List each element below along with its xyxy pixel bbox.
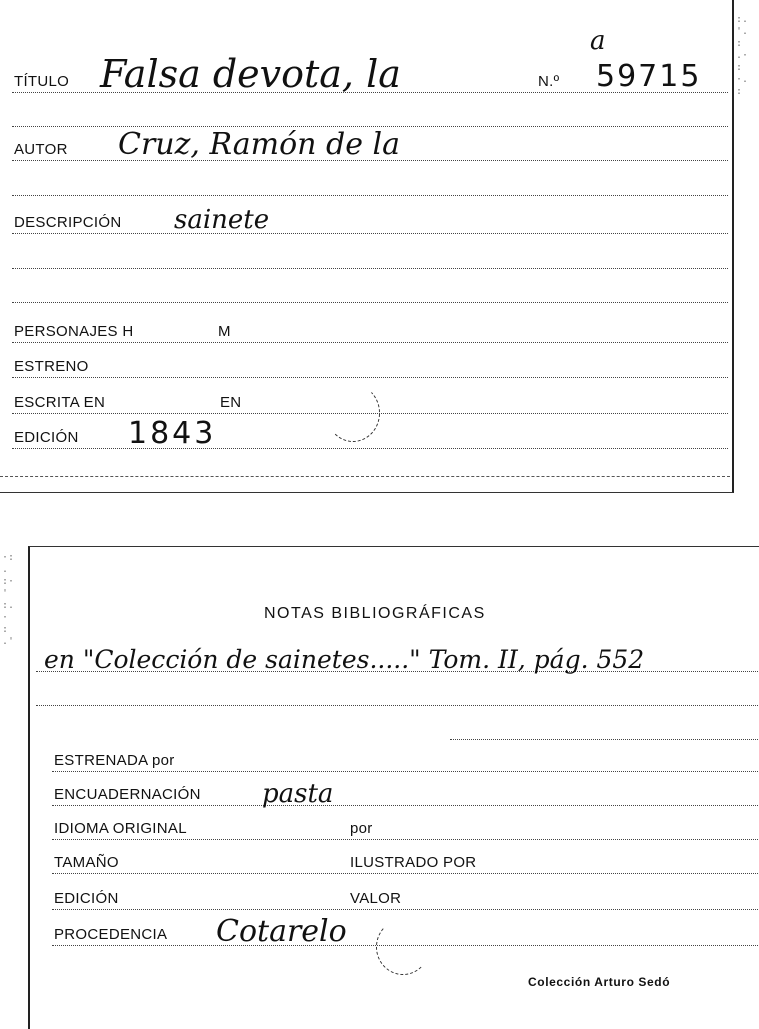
- autor-label: AUTOR: [14, 141, 68, 158]
- idioma-por-label: por: [350, 820, 373, 837]
- edicion-value: 1843: [128, 416, 217, 451]
- autor-value: Cruz, Ramón de la: [118, 127, 400, 162]
- numero-value: 59715: [596, 59, 702, 94]
- procedencia-value: Cotarelo: [216, 914, 347, 949]
- encuadernacion-row: [52, 777, 758, 809]
- blank-line: [36, 677, 758, 706]
- procedencia-label: PROCEDENCIA: [54, 926, 168, 943]
- estrenada-label: ESTRENADA por: [54, 752, 175, 769]
- scan-noise: ·: . :· ' :. · : .': [2, 552, 15, 647]
- titulo-label: TÍTULO: [14, 73, 70, 90]
- notas-row: [36, 643, 758, 672]
- encuadernacion-value: pasta: [262, 779, 334, 809]
- ilustrado-label: ILUSTRADO POR: [350, 854, 477, 871]
- blank-line: [12, 98, 728, 127]
- card-edge-line: [0, 476, 730, 479]
- estreno-row: [12, 349, 728, 378]
- escrita-en-label: EN: [220, 394, 242, 411]
- personajes-row: [12, 314, 728, 343]
- numero-superscript: a: [590, 26, 606, 56]
- catalog-card-back: [28, 546, 759, 1029]
- catalog-card-front: [0, 0, 734, 493]
- blank-line: [450, 711, 758, 740]
- coleccion-stamp: Colección Arturo Sedó: [528, 975, 671, 989]
- escrita-label: ESCRITA EN: [14, 394, 106, 411]
- idioma-label: IDIOMA ORIGINAL: [54, 820, 187, 837]
- edicion-label: EDICIÓN: [54, 890, 119, 907]
- descripcion-label: DESCRIPCIÓN: [14, 214, 122, 231]
- personajes-m-label: M: [218, 323, 231, 340]
- numero-label: N.º: [538, 73, 560, 90]
- descripcion-value: sainete: [174, 205, 270, 235]
- descripcion-row: [12, 205, 728, 234]
- notas-value: en "Colección de sainetes....." Tom. II, pág. 552: [44, 645, 645, 674]
- edicion-label: EDICIÓN: [14, 429, 79, 446]
- edicion-row: [52, 881, 758, 910]
- punch-hole-mark: [376, 919, 430, 975]
- tamano-label: TAMAÑO: [54, 854, 119, 871]
- titulo-value: Falsa devota, la: [100, 52, 401, 96]
- estreno-label: ESTRENO: [14, 358, 89, 375]
- blank-line: [12, 274, 728, 303]
- tamano-row: [52, 845, 758, 874]
- autor-row: [12, 127, 728, 162]
- punch-hole-mark: [326, 384, 380, 442]
- estrenada-row: [52, 743, 758, 772]
- scan-noise: :. '. : .· : ·. :: [736, 14, 749, 97]
- blank-line: [12, 167, 728, 196]
- encuadernacion-label: ENCUADERNACIÓN: [54, 786, 201, 803]
- valor-label: VALOR: [350, 890, 402, 907]
- blank-line: [12, 240, 728, 269]
- titulo-row: [12, 26, 728, 96]
- personajes-label: PERSONAJES H: [14, 323, 134, 340]
- idioma-row: [52, 811, 758, 840]
- notas-heading: NOTAS BIBLIOGRÁFICAS: [264, 605, 486, 622]
